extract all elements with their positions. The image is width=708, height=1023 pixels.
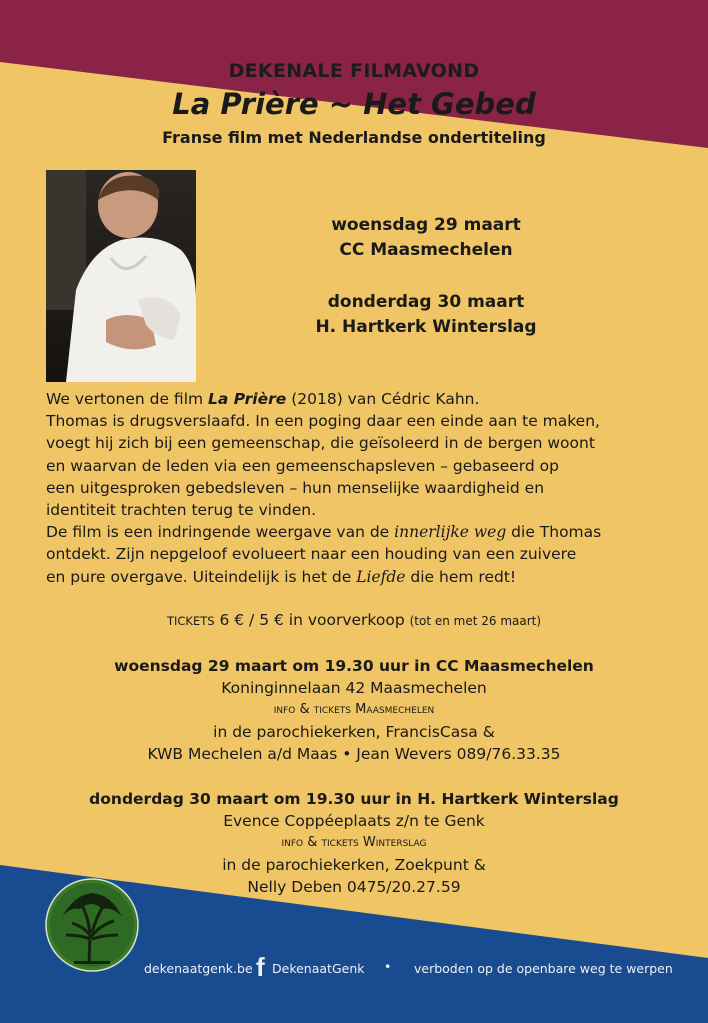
date-day: donderdag 30 maart: [327, 292, 525, 312]
description-line: We vertonen de film La Prière (2018) van Cédric Kahn.: [46, 390, 480, 408]
date-block-2: [286, 290, 566, 340]
film-description: [46, 388, 686, 588]
description-line: Thomas is drugsverslaafd. In een poging daar een einde aan te maken,: [46, 412, 600, 431]
film-title-inline: La Prière: [208, 390, 287, 408]
date-day: woensdag 29 maart: [331, 215, 521, 235]
description-line: De film is een indringende weergave van de innerlijke weg die Thomas: [46, 523, 602, 542]
screening-contact: KWB Mechelen a/d Maas • Jean Wevers 089/76.33.35: [147, 745, 561, 763]
date-place: CC Maasmechelen: [339, 240, 513, 260]
screening-address: Evence Coppéeplaats z/n te Genk: [223, 812, 485, 830]
description-line: identiteit trachten terug te vinden.: [46, 501, 317, 520]
description-line: ontdekt. Zijn nepgeloof evolueert naar een houding van een zuivere: [46, 545, 577, 564]
description-line: en waarvan de leden via een gemeenschapsleven – gebaseerd op: [46, 456, 559, 475]
description-line: en pure overgave. Uiteindelijk is het de Liefde die hem redt!: [46, 567, 517, 586]
screening-block-1: [0, 655, 708, 765]
event-kicker: DEKENALE FILMAVOND: [228, 60, 480, 82]
screening-address: Koninginnelaan 42 Maasmechelen: [221, 679, 487, 697]
date-block-1: [286, 213, 566, 263]
tickets-line: [0, 611, 708, 629]
film-subtitle: Franse film met Nederlandse ondertiteling: [162, 128, 546, 147]
tickets-label: TICKETS: [166, 614, 215, 628]
screening-contact: Nelly Deben 0475/20.27.59: [247, 878, 461, 896]
footer-bullet: •: [384, 959, 392, 974]
footer-facebook[interactable]: DekenaatGenk: [272, 961, 365, 976]
script-phrase: Liefde: [356, 567, 406, 586]
screening-info-label: info & tickets Maasmechelen: [273, 702, 435, 717]
description-line: voegt hij zich bij een gemeenschap, die geïsoleerd in de bergen woont: [46, 434, 595, 453]
screening-contact: in de parochiekerken, FrancisCasa &: [213, 723, 495, 741]
tickets-prices: 6 € / 5 € in voorverkoop: [219, 611, 405, 629]
date-place: H. Hartkerk Winterslag: [315, 317, 537, 337]
tickets-note: (tot en met 26 maart): [409, 614, 542, 628]
screening-info-label: info & tickets Winterslag: [281, 835, 427, 850]
facebook-icon[interactable]: f: [256, 952, 265, 982]
film-title: La Prière ~ Het Gebed: [172, 87, 536, 121]
tree-logo-icon: [44, 877, 140, 973]
footer-notice: verboden op de openbare weg te werpen: [414, 961, 673, 976]
film-still-photo: [46, 170, 196, 382]
script-phrase: innerlijke weg: [394, 523, 507, 542]
screening-contact: in de parochiekerken, Zoekpunt &: [222, 856, 486, 874]
footer-website[interactable]: dekenaatgenk.be: [144, 961, 253, 976]
screening-heading: donderdag 30 maart om 19.30 uur in H. Hartkerk Winterslag: [89, 790, 619, 808]
description-line: een uitgesproken gebedsleven – hun menselijke waardigheid en: [46, 478, 545, 497]
screening-heading: woensdag 29 maart om 19.30 uur in CC Maasmechelen: [114, 657, 594, 675]
